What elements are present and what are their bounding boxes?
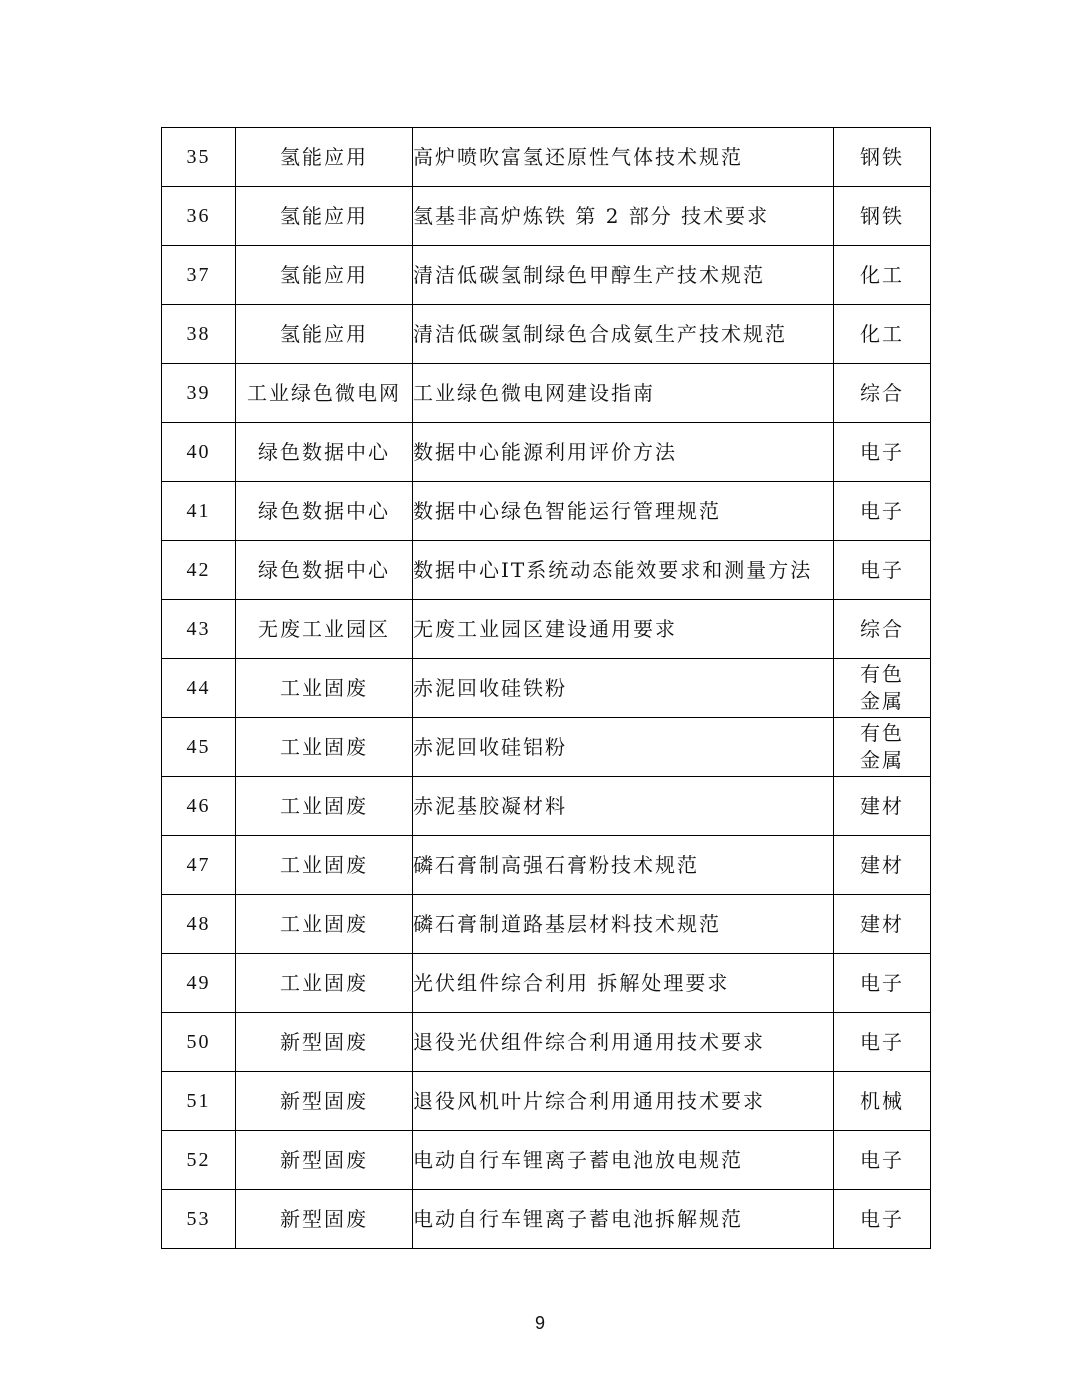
row-number-cell: 51 xyxy=(162,1072,236,1131)
industry-label: 电子 xyxy=(860,971,904,995)
industry-cell xyxy=(834,482,931,541)
industry-cell xyxy=(834,541,931,600)
row-number-cell: 48 xyxy=(162,895,236,954)
industry-label: 建材 xyxy=(860,794,904,818)
field-cell: 氢能应用 xyxy=(236,246,413,305)
industry-cell xyxy=(834,777,931,836)
standard-name-cell: 数据中心IT系统动态能效要求和测量方法 xyxy=(413,541,834,600)
row-number-cell: 46 xyxy=(162,777,236,836)
row-number-cell: 37 xyxy=(162,246,236,305)
table-row xyxy=(162,305,931,364)
row-number-cell: 52 xyxy=(162,1131,236,1190)
field-cell: 氢能应用 xyxy=(236,305,413,364)
standard-name-cell: 退役风机叶片综合利用通用技术要求 xyxy=(413,1072,834,1131)
row-number-cell: 41 xyxy=(162,482,236,541)
industry-cell xyxy=(834,954,931,1013)
field-cell: 工业固废 xyxy=(236,836,413,895)
standards-table xyxy=(161,127,931,1249)
industry-label: 建材 xyxy=(860,912,904,936)
field-cell: 新型固废 xyxy=(236,1131,413,1190)
industry-cell xyxy=(834,1131,931,1190)
table-row xyxy=(162,836,931,895)
industry-cell xyxy=(834,1013,931,1072)
table-row xyxy=(162,659,931,718)
standard-name-cell: 氢基非高炉炼铁 第 2 部分 技术要求 xyxy=(413,187,834,246)
row-number-cell: 40 xyxy=(162,423,236,482)
standard-name-cell: 电动自行车锂离子蓄电池拆解规范 xyxy=(413,1190,834,1249)
industry-label: 钢铁 xyxy=(860,145,904,169)
table-row xyxy=(162,1131,931,1190)
industry-cell xyxy=(834,128,931,187)
industry-label: 电子 xyxy=(860,1148,904,1172)
standard-name-cell: 清洁低碳氢制绿色甲醇生产技术规范 xyxy=(413,246,834,305)
standard-name-cell: 磷石膏制高强石膏粉技术规范 xyxy=(413,836,834,895)
industry-label: 电子 xyxy=(860,1030,904,1054)
field-cell: 无废工业园区 xyxy=(236,600,413,659)
field-cell: 新型固废 xyxy=(236,1013,413,1072)
field-cell: 工业固废 xyxy=(236,895,413,954)
field-cell: 氢能应用 xyxy=(236,128,413,187)
industry-label: 综合 xyxy=(860,381,904,405)
field-cell: 绿色数据中心 xyxy=(236,541,413,600)
industry-cell xyxy=(834,659,931,718)
table-row xyxy=(162,187,931,246)
standards-table-body xyxy=(162,128,931,1249)
field-cell: 氢能应用 xyxy=(236,187,413,246)
table-row xyxy=(162,1190,931,1249)
table-row xyxy=(162,718,931,777)
industry-cell xyxy=(834,600,931,659)
table-row xyxy=(162,954,931,1013)
row-number-cell: 44 xyxy=(162,659,236,718)
industry-label: 钢铁 xyxy=(860,204,904,228)
page-number: 9 xyxy=(534,1313,545,1333)
standard-name-cell: 数据中心能源利用评价方法 xyxy=(413,423,834,482)
standard-name-cell: 磷石膏制道路基层材料技术规范 xyxy=(413,895,834,954)
table-row xyxy=(162,423,931,482)
row-number-cell: 45 xyxy=(162,718,236,777)
industry-label: 有色金属 xyxy=(860,721,904,772)
industry-cell xyxy=(834,836,931,895)
standard-name-cell: 光伏组件综合利用 拆解处理要求 xyxy=(413,954,834,1013)
row-number-cell: 49 xyxy=(162,954,236,1013)
row-number-cell: 50 xyxy=(162,1013,236,1072)
field-cell: 绿色数据中心 xyxy=(236,482,413,541)
row-number-cell: 39 xyxy=(162,364,236,423)
industry-cell xyxy=(834,364,931,423)
table-row xyxy=(162,1072,931,1131)
industry-cell xyxy=(834,423,931,482)
row-number-cell: 43 xyxy=(162,600,236,659)
row-number-cell: 53 xyxy=(162,1190,236,1249)
industry-cell xyxy=(834,305,931,364)
standard-name-cell: 工业绿色微电网建设指南 xyxy=(413,364,834,423)
table-row xyxy=(162,895,931,954)
standard-name-cell: 无废工业园区建设通用要求 xyxy=(413,600,834,659)
industry-label: 化工 xyxy=(860,263,904,287)
field-cell: 绿色数据中心 xyxy=(236,423,413,482)
industry-cell xyxy=(834,246,931,305)
industry-label: 电子 xyxy=(860,558,904,582)
table-row xyxy=(162,128,931,187)
field-cell: 工业固废 xyxy=(236,777,413,836)
industry-label: 电子 xyxy=(860,440,904,464)
field-cell: 新型固废 xyxy=(236,1072,413,1131)
industry-label: 化工 xyxy=(860,322,904,346)
field-cell: 工业固废 xyxy=(236,718,413,777)
standard-name-cell: 清洁低碳氢制绿色合成氨生产技术规范 xyxy=(413,305,834,364)
table-row xyxy=(162,541,931,600)
row-number-cell: 47 xyxy=(162,836,236,895)
standard-name-cell: 高炉喷吹富氢还原性气体技术规范 xyxy=(413,128,834,187)
row-number-cell: 36 xyxy=(162,187,236,246)
industry-label: 电子 xyxy=(860,499,904,523)
field-cell: 工业固废 xyxy=(236,954,413,1013)
industry-label: 建材 xyxy=(860,853,904,877)
table-row xyxy=(162,1013,931,1072)
table-row xyxy=(162,600,931,659)
row-number-cell: 42 xyxy=(162,541,236,600)
row-number-cell: 38 xyxy=(162,305,236,364)
standard-name-cell: 数据中心绿色智能运行管理规范 xyxy=(413,482,834,541)
table-row xyxy=(162,246,931,305)
table-row xyxy=(162,364,931,423)
field-cell: 新型固废 xyxy=(236,1190,413,1249)
industry-label: 机械 xyxy=(860,1089,904,1113)
industry-cell xyxy=(834,1072,931,1131)
standard-name-cell: 赤泥基胶凝材料 xyxy=(413,777,834,836)
standard-name-cell: 赤泥回收硅铁粉 xyxy=(413,659,834,718)
standard-name-cell: 退役光伏组件综合利用通用技术要求 xyxy=(413,1013,834,1072)
industry-cell xyxy=(834,718,931,777)
industry-cell xyxy=(834,187,931,246)
field-cell: 工业绿色微电网 xyxy=(236,364,413,423)
industry-cell xyxy=(834,895,931,954)
row-number-cell: 35 xyxy=(162,128,236,187)
standard-name-cell: 赤泥回收硅铝粉 xyxy=(413,718,834,777)
standard-name-cell: 电动自行车锂离子蓄电池放电规范 xyxy=(413,1131,834,1190)
industry-label: 有色金属 xyxy=(860,662,904,713)
industry-label: 电子 xyxy=(860,1207,904,1231)
table-row xyxy=(162,777,931,836)
industry-label: 综合 xyxy=(860,617,904,641)
table-row xyxy=(162,482,931,541)
industry-cell xyxy=(834,1190,931,1249)
field-cell: 工业固废 xyxy=(236,659,413,718)
